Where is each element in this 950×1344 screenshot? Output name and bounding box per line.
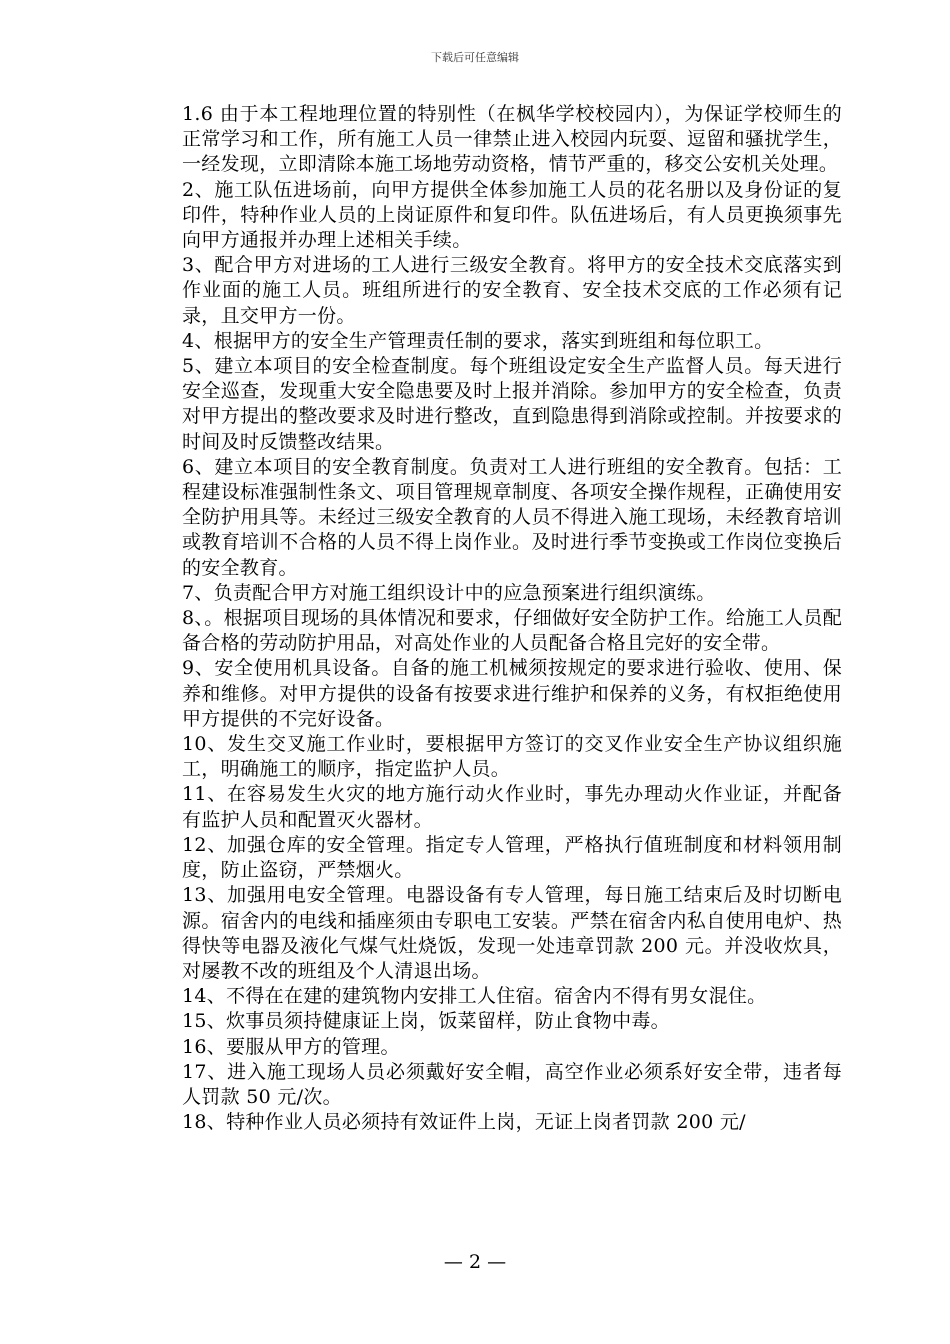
paragraph-13: 13、加强用电安全管理。电器设备有专人管理，每日施工结束后及时切断电源。宿舍内的电线和插座须由专职电工安装。严禁在宿舍内私自使用电炉、热得快等电器及液化气煤气灶烧饭，发现一处违章罚款 200 元。并没收炊具，对屡教不改的班组及个人清退出场。 xyxy=(182,884,842,982)
paragraph-6: 6、建立本项目的安全教育制度。负责对工人进行班组的安全教育。包括：工程建设标准强制性条文、项目管理规章制度、各项安全操作规程，正确使用安全防护用具等。未经过三级安全教育的人员不得进入施工现场，未经教育培训或教育培训不合格的人员不得上岗作业。及时进行季节变换或工作岗位变换后的安全教育。 xyxy=(182,455,842,579)
paragraph-8: 8、。根据项目现场的具体情况和要求，仔细做好安全防护工作。给施工人员配备合格的劳动防护用品，对高处作业的人员配备合格且完好的安全带。 xyxy=(182,607,842,655)
page-number: — 2 — xyxy=(443,1251,507,1273)
paragraph-16: 16、要服从甲方的管理。 xyxy=(182,1035,400,1058)
paragraph-4: 4、根据甲方的安全生产管理责任制的要求，落实到班组和每位职工。 xyxy=(182,329,774,352)
paragraph-18: 18、特种作业人员必须持有效证件上岗，无证上岗者罚款 200 元/ xyxy=(182,1111,746,1134)
paragraph-1-6: 1.6 由于本工程地理位置的特别性（在枫华学校校园内），为保证学校师生的正常学习和工作，所有施工人员一律禁止进入校园内玩耍、逗留和骚扰学生，一经发现，立即清除本施工场地劳动资格，情节严重的，移交公安机关处理。 xyxy=(182,103,842,176)
paragraph-14: 14、不得在在建的建筑物内安排工人住宿。宿舍内不得有男女混住。 xyxy=(182,985,767,1008)
paragraph-12: 12、加强仓库的安全管理。指定专人管理，严格执行值班制度和材料领用制度，防止盗窃，严禁烟火。 xyxy=(182,833,842,882)
paragraph-5: 5、建立本项目的安全检查制度。每个班组设定安全生产监督人员。每天进行安全巡查，发现重大安全隐患要及时上报并消除。参加甲方的安全检查，负责对甲方提出的整改要求及时进行整改，直到隐患得到消除或控制。并按要求的时间及时反馈整改结果。 xyxy=(182,355,842,453)
document-body xyxy=(182,102,842,1135)
paragraph-10: 10、发生交叉施工作业时，要根据甲方签订的交叉作业安全生产协议组织施工，明确施工的顺序，指定监护人员。 xyxy=(182,733,842,781)
paragraph-15: 15、炊事员须持健康证上岗，饭菜留样，防止食物中毒。 xyxy=(182,1010,670,1033)
paragraph-7: 7、负责配合甲方对施工组织设计中的应急预案进行组织演练。 xyxy=(182,581,716,604)
paragraph-11: 11、在容易发生火灾的地方施行动火作业时，事先办理动火作业证，并配备有监护人员和配置灭火器材。 xyxy=(182,783,842,831)
paragraph-17: 17、进入施工现场人员必须戴好安全帽，高空作业必须系好安全带，违者每人罚款 50 元/次。 xyxy=(182,1060,842,1108)
download-note: 下载后可任意编辑 xyxy=(431,51,519,64)
paragraph-3: 3、配合甲方对进场的工人进行三级安全教育。将甲方的安全技术交底落实到作业面的施工人员。班组所进行的安全教育、安全技术交底的工作必须有记录，且交甲方一份。 xyxy=(182,254,842,327)
paragraph-9: 9、安全使用机具设备。自备的施工机械须按规定的要求进行验收、使用、保养和维修。对甲方提供的设备有按要求进行维护和保养的义务，有权拒绝使用甲方提供的不完好设备。 xyxy=(182,657,842,730)
paragraph-2: 2、施工队伍进场前，向甲方提供全体参加施工人员的花名册以及身份证的复印件，特种作业人员的上岗证原件和复印件。队伍进场后，有人员更换须事先向甲方通报并办理上述相关手续。 xyxy=(182,178,842,252)
